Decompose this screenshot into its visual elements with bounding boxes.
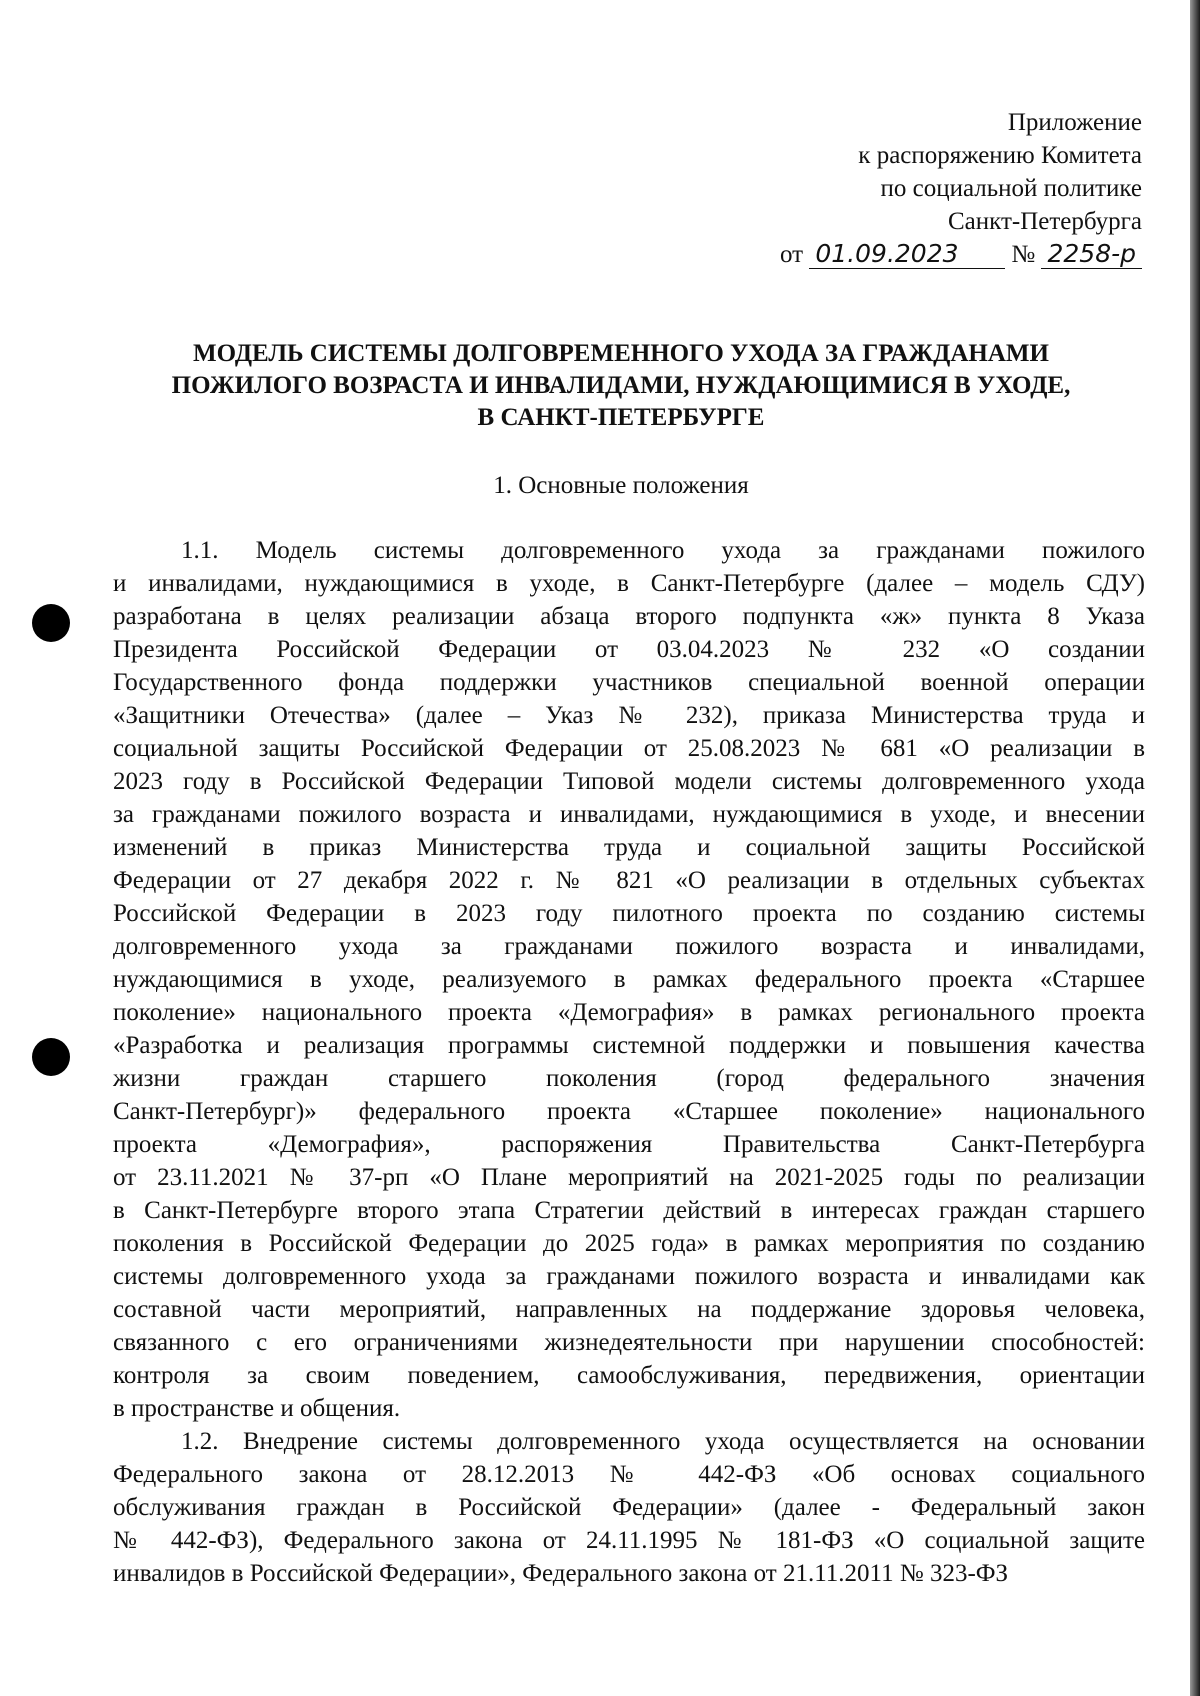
scan-edge [1190,0,1200,1696]
body-line: № 442-ФЗ), Федерального закона от 24.11.1995 № 181-ФЗ «О социальной защите [113,1527,1145,1554]
body-line: контроля за своим поведением, самообслуживания, передвижения, ориентации [113,1362,1145,1389]
body-line: Санкт-Петербург)» федерального проекта «Старшее поколение» национального [113,1098,1145,1125]
body-line: в пространстве и общения. [113,1395,401,1422]
approval-date-number-line [780,238,1142,271]
body-line: долговременного ухода за гражданами пожилого возраста и инвалидами, [113,933,1145,960]
punch-hole [32,1038,70,1076]
body-line: «Разработка и реализация программы системной поддержки и повышения качества [113,1032,1145,1059]
number-label: № [1011,241,1036,268]
body-line: проекта «Демография», распоряжения Правительства Санкт-Петербурга [113,1131,1145,1158]
section-heading: 1. Основные положения [493,472,749,499]
body-line: Российской Федерации в 2023 году пилотного проекта по созданию системы [113,900,1145,927]
approval-line: Приложение [1007,109,1142,136]
body-line: Президента Российской Федерации от 03.04.2023 № 232 «О создании [113,636,1145,663]
body-line: жизни граждан старшего поколения (город федерального значения [113,1065,1145,1092]
body-line: в Санкт-Петербурге второго этапа Стратегии действий в интересах граждан старшего [113,1197,1145,1224]
body-line: изменений в приказ Министерства труда и социальной защиты Российской [113,834,1145,861]
title-line: В САНКТ-ПЕТЕРБУРГЕ [477,404,765,431]
approval-line: Санкт-Петербурга [947,208,1142,235]
approval-line: по социальной политике [880,175,1142,202]
body-line: за гражданами пожилого возраста и инвалидами, нуждающимися в уходе, и внесении [113,801,1145,828]
body-line: Государственного фонда поддержки участников специальной военной операции [113,669,1145,696]
body-text [113,534,1145,1590]
approval-line: к распоряжению Комитета [858,142,1142,169]
title-line: МОДЕЛЬ СИСТЕМЫ ДОЛГОВРЕМЕННОГО УХОДА ЗА ГРАЖДАНАМИ [193,340,1049,367]
body-line: разработана в целях реализации абзаца второго подпункта «ж» пункта 8 Указа [113,603,1145,630]
body-line: 2023 году в Российской Федерации Типовой модели системы долговременного ухода [113,768,1145,795]
from-label: от [780,241,804,268]
body-line: составной части мероприятий, направленных на поддержание здоровья человека, [113,1296,1145,1323]
document-title [96,338,1146,434]
body-line: Федерального закона от 28.12.2013 № 442-ФЗ «Об основах социального [113,1461,1145,1488]
body-line: 1.1. Модель системы долговременного ухода за гражданами пожилого [181,537,1145,564]
approval-block [780,106,1142,271]
body-line: обслуживания граждан в Российской Федерации» (далее - Федеральный закон [113,1494,1145,1521]
body-line: социальной защиты Российской Федерации от 25.08.2023 № 681 «О реализации в [113,735,1145,762]
body-line: системы долговременного ухода за гражданами пожилого возраста и инвалидами как [113,1263,1145,1290]
body-line: 1.2. Внедрение системы долговременного ухода осуществляется на основании [181,1428,1145,1455]
body-line: связанного с его ограничениями жизнедеятельности при нарушении способностей: [113,1329,1145,1356]
punch-hole [32,604,70,642]
body-line: инвалидов в Российской Федерации», Федерального закона от 21.11.2011 № 323-ФЗ [113,1560,1009,1587]
body-line: «Защитники Отечества» (далее – Указ № 232), приказа Министерства труда и [113,702,1145,729]
title-line: ПОЖИЛОГО ВОЗРАСТА И ИНВАЛИДАМИ, НУЖДАЮЩИМИСЯ В УХОДЕ, [171,372,1071,399]
handwritten-date: 01.09.2023 [809,240,1005,269]
body-line: нуждающимися в уходе, реализуемого в рамках федерального проекта «Старшее [113,966,1145,993]
body-line: и инвалидами, нуждающимися в уходе, в Санкт-Петербурге (далее – модель СДУ) [113,570,1145,597]
body-line: от 23.11.2021 № 37-рп «О Плане мероприятий на 2021-2025 годы по реализации [113,1164,1145,1191]
handwritten-number: 2258-р [1041,240,1142,269]
body-line: поколения в Российской Федерации до 2025 года» в рамках мероприятия по созданию [113,1230,1145,1257]
body-line: поколение» национального проекта «Демография» в рамках регионального проекта [113,999,1145,1026]
body-line: Федерации от 27 декабря 2022 г. № 821 «О реализации в отдельных субъектах [113,867,1145,894]
